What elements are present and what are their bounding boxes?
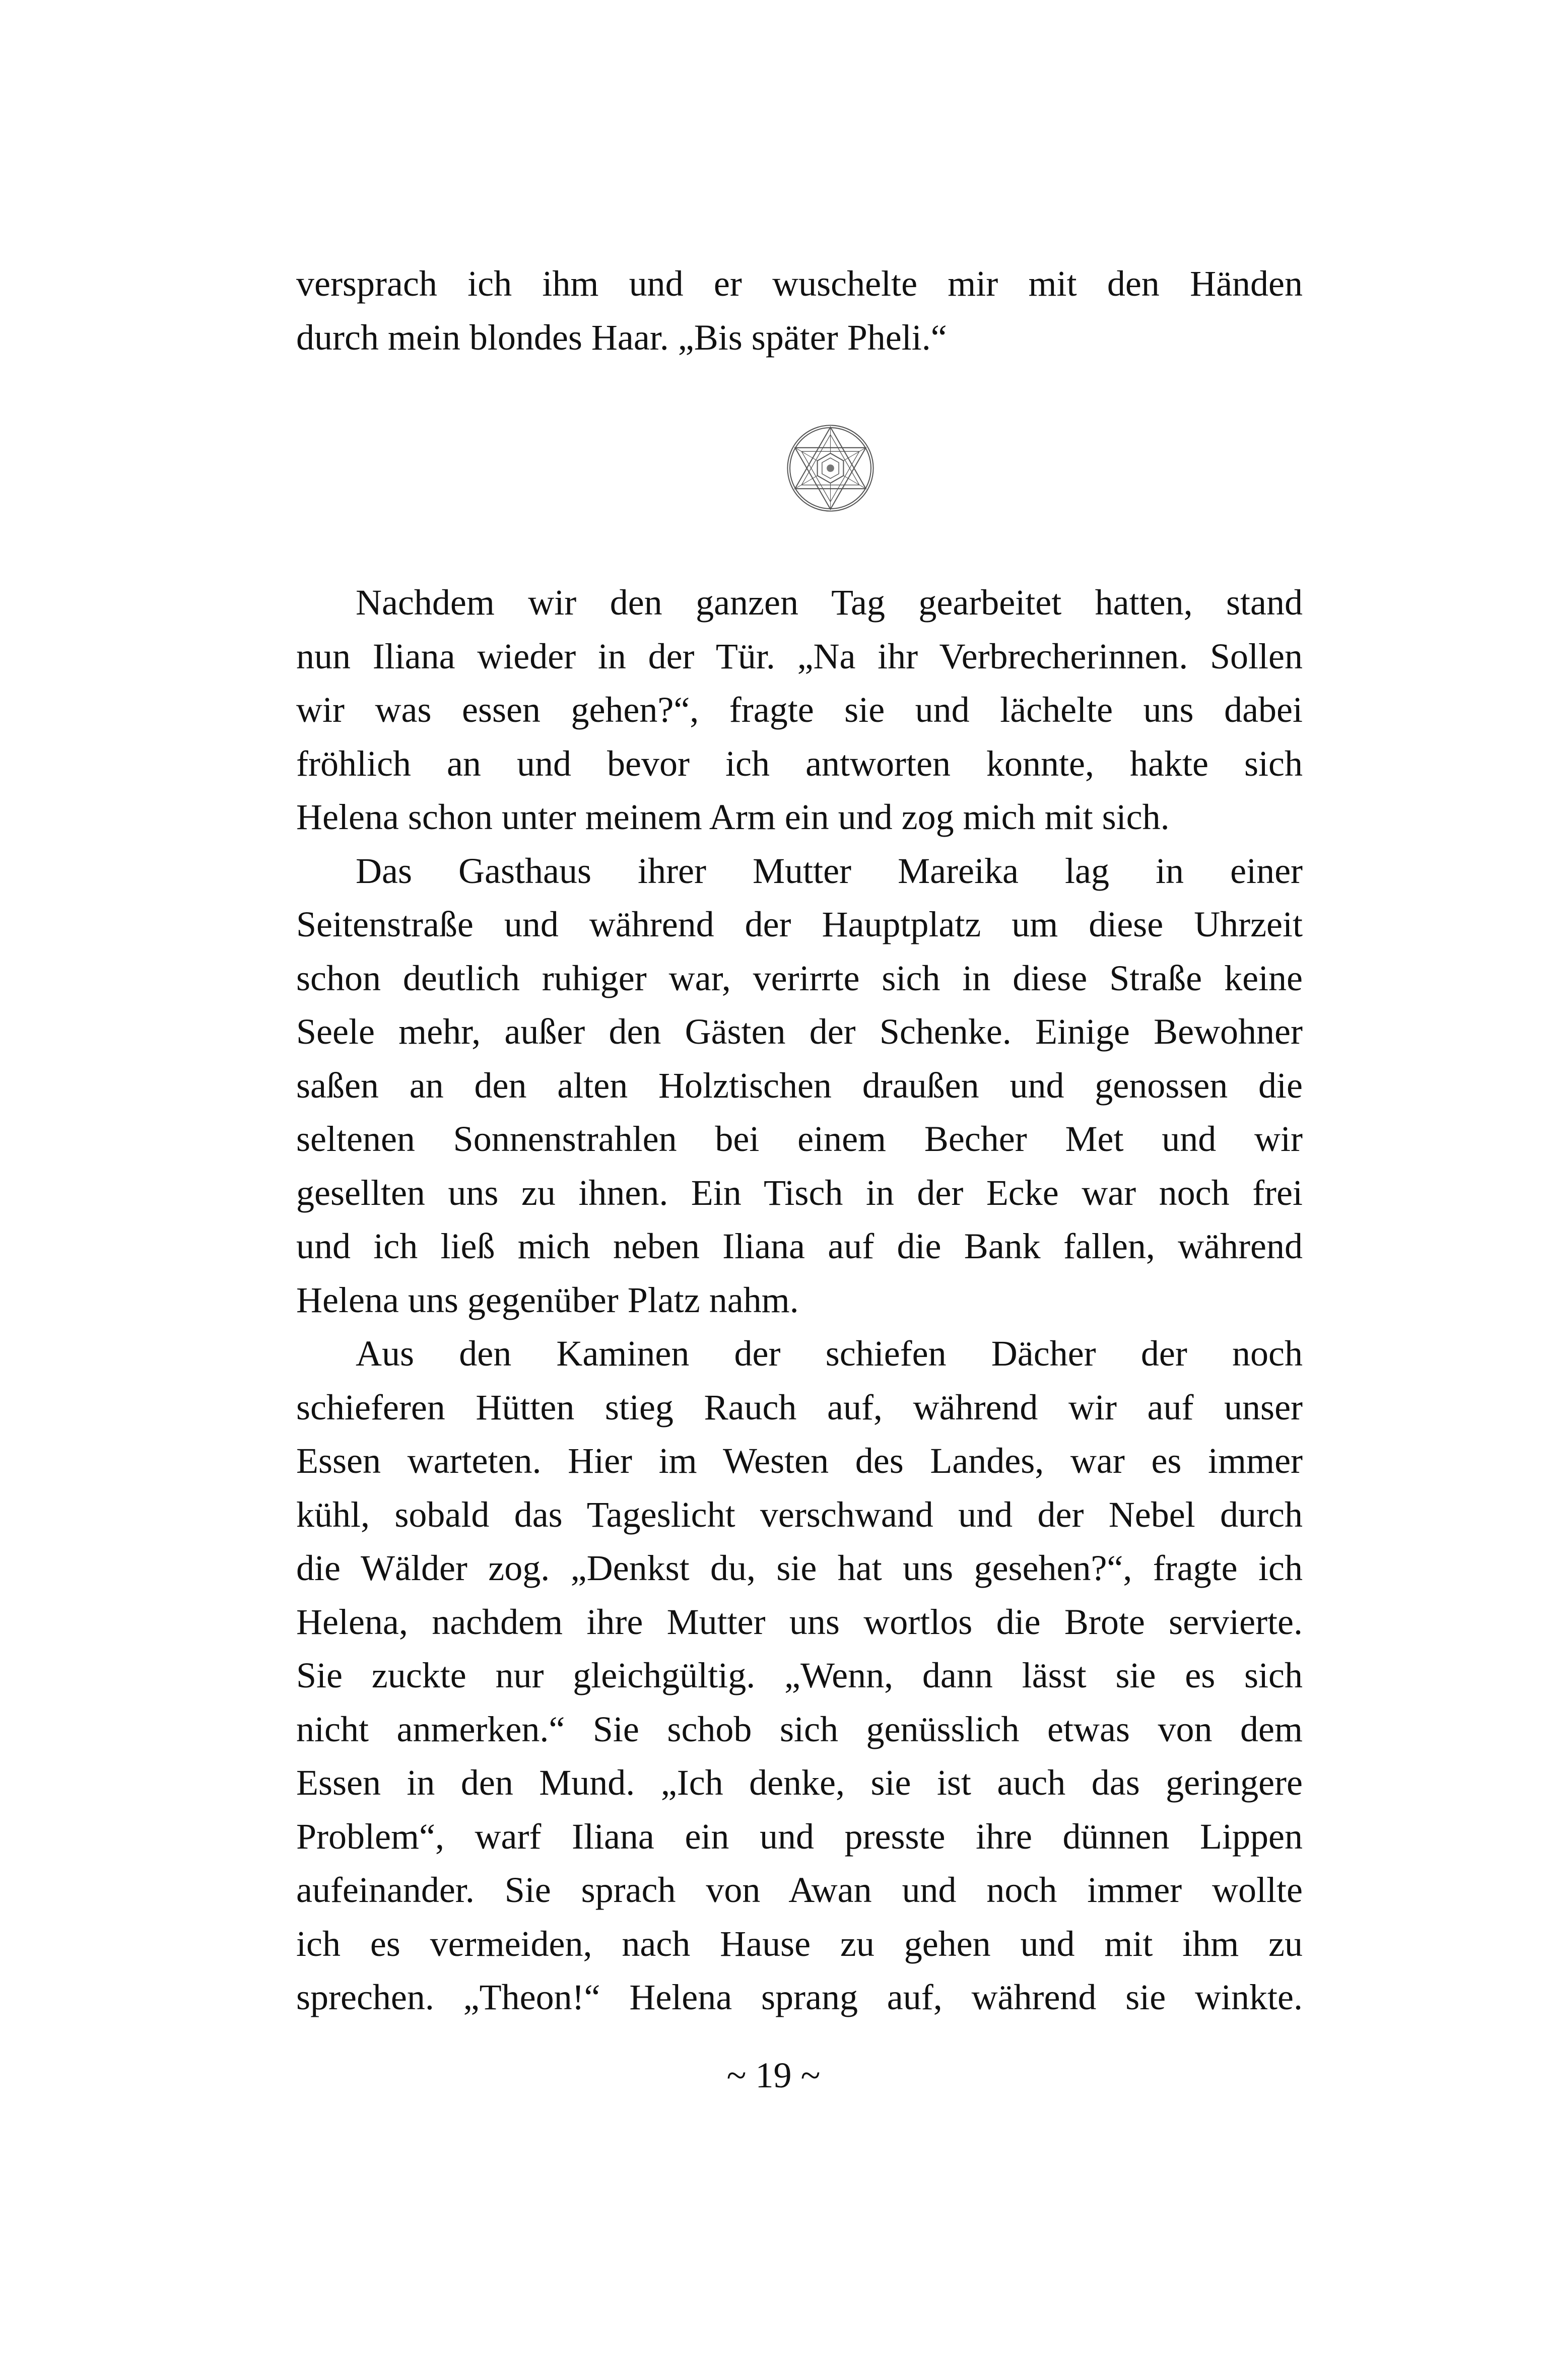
text-line: seltenen Sonnenstrahlen bei einem Becher Met und wir — [296, 1119, 1303, 1159]
text-line: saßen an den alten Holztischen draußen und genossen die — [296, 1065, 1303, 1106]
text-line: Essen warteten. Hier im Westen des Landes, war es immer — [296, 1441, 1303, 1481]
text-line: fröhlich an und bevor ich antworten konnte, hakte sich — [296, 743, 1303, 784]
text-line: und ich ließ mich neben Iliana auf die Bank fallen, während — [296, 1226, 1303, 1266]
paragraph — [296, 576, 1303, 844]
paragraph — [296, 1327, 1303, 2024]
text-line: ich es vermeiden, nach Hause zu gehen und mit ihm zu — [296, 1923, 1303, 1964]
text-line: durch mein blondes Haar. „Bis später Pheli.“ — [296, 317, 947, 358]
top-paragraph — [296, 257, 1303, 364]
text-line: aufeinander. Sie sprach von Awan und noch immer wollte — [296, 1870, 1303, 1910]
text-line: kühl, sobald das Tageslicht verschwand und der Nebel durch — [296, 1494, 1303, 1535]
text-line: nun Iliana wieder in der Tür. „Na ihr Verbrecherinnen. Sollen — [296, 636, 1303, 676]
text-line: sprechen. „Theon!“ Helena sprang auf, während sie winkte. — [296, 1977, 1303, 2017]
paragraph — [296, 844, 1303, 1327]
main-text — [296, 576, 1303, 2024]
text-line: die Wälder zog. „Denkst du, sie hat uns gesehen?“, fragte ich — [296, 1548, 1303, 1588]
text-line: Helena uns gegenüber Platz nahm. — [296, 1279, 799, 1320]
text-line: Problem“, warf Iliana ein und presste ihre dünnen Lippen — [296, 1816, 1303, 1857]
text-line: gesellten uns zu ihnen. Ein Tisch in der Ecke war noch frei — [296, 1172, 1303, 1213]
text-line: schieferen Hütten stieg Rauch auf, während wir auf unser — [296, 1387, 1303, 1427]
text-line: Das Gasthaus ihrer Mutter Mareika lag in einer — [356, 850, 1303, 891]
text-line: Nachdem wir den ganzen Tag gearbeitet hatten, stand — [356, 582, 1303, 623]
page-number: ~ 19 ~ — [726, 2055, 821, 2095]
text-line: Helena schon unter meinem Arm ein und zog mich mit sich. — [296, 797, 1170, 837]
text-line: versprach ich ihm und er wuschelte mir mit den Händen — [296, 263, 1303, 304]
text-line: Aus den Kaminen der schiefen Dächer der noch — [356, 1333, 1303, 1374]
text-line: wir was essen gehen?“, fragte sie und lächelte uns dabei — [296, 690, 1303, 730]
text-line: schon deutlich ruhiger war, verirrte sich in diese Straße keine — [296, 958, 1303, 998]
text-line: Sie zuckte nur gleichgültig. „Wenn, dann lässt sie es sich — [296, 1655, 1303, 1695]
text-line: Seele mehr, außer den Gästen der Schenke. Einige Bewohner — [296, 1011, 1303, 1052]
text-line: Seitenstraße und während der Hauptplatz um diese Uhrzeit — [296, 904, 1303, 944]
text-line: nicht anmerken.“ Sie schob sich genüsslich etwas von dem — [296, 1709, 1303, 1749]
text-line: Essen in den Mund. „Ich denke, sie ist auch das geringere — [296, 1762, 1303, 1803]
text-line: Helena, nachdem ihre Mutter uns wortlos die Brote servierte. — [296, 1601, 1303, 1642]
hexagram-star-ornament-icon — [784, 422, 877, 515]
